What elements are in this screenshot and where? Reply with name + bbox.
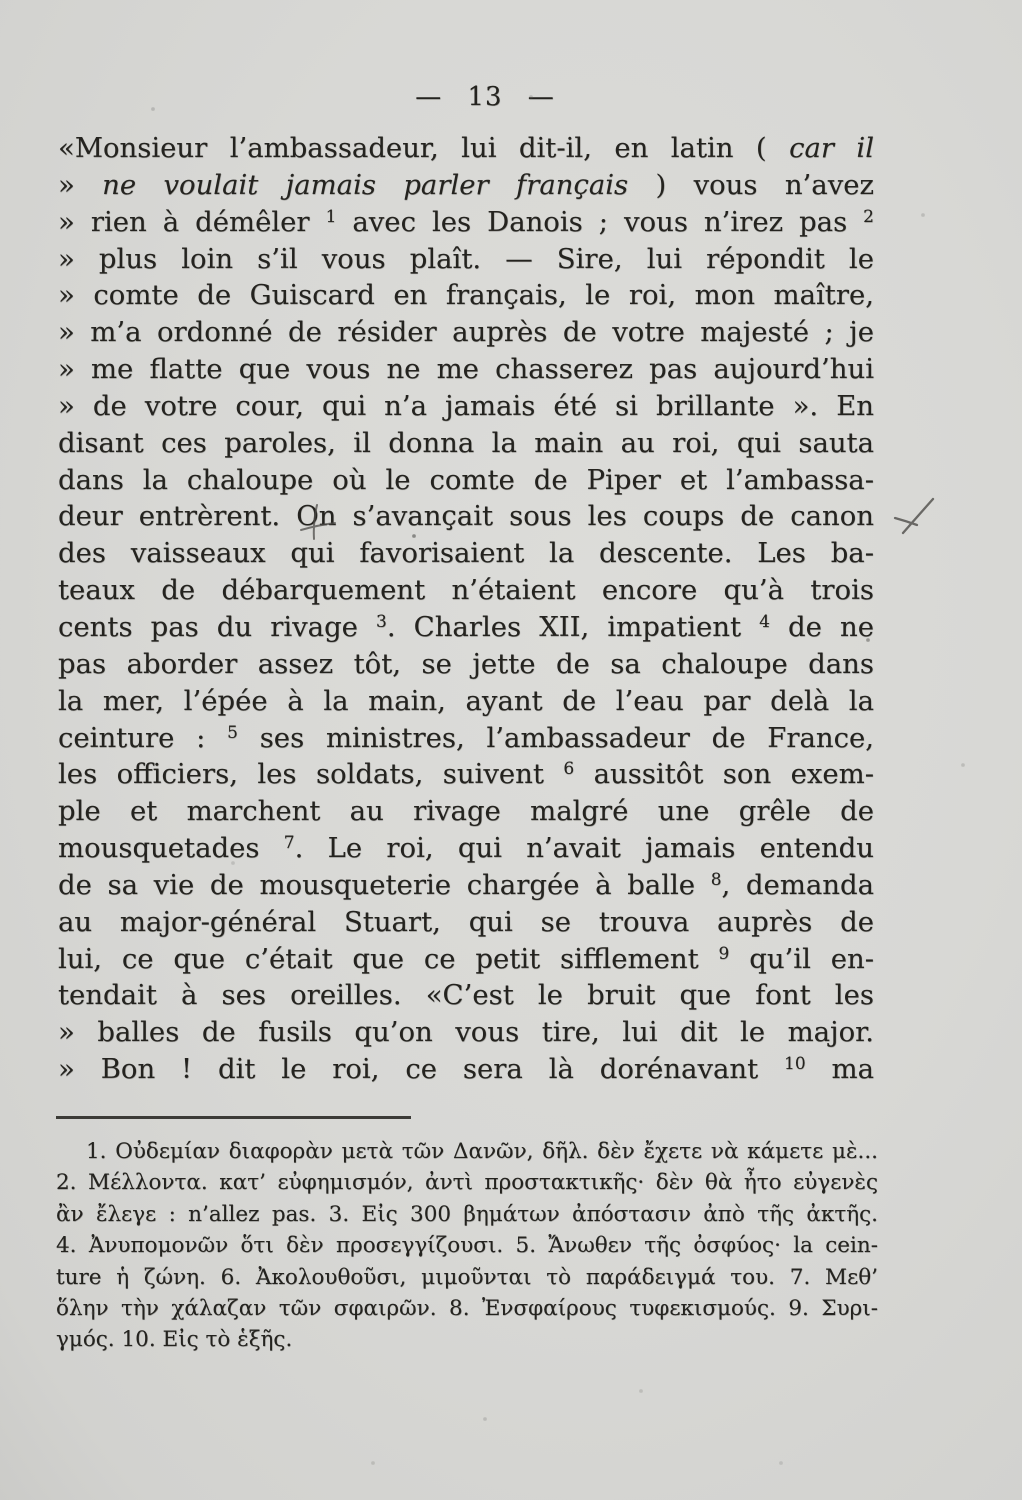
text-line	[58, 351, 874, 388]
text-line	[58, 830, 874, 867]
italic-text: car il	[789, 132, 875, 164]
text-segment: » m’a ordonné de résider auprès de votre majesté ; je	[58, 316, 874, 349]
footnote-line: ὅλην τὴν χάλαζαν τῶν σφαιρῶν. 8. Ἐνσφαίρους τυφεκισμούς. 9. Συρι-	[56, 1295, 878, 1321]
text-segment: qu’il en-	[729, 942, 874, 975]
text-line	[58, 498, 874, 535]
footnote-reference: 8	[710, 869, 722, 890]
footnote-line: ἂν ἔλεγε : n’allez pas. 3. Εἰς 300 βημάτων ἀπόστασιν ἀπὸ τῆς ἀκτῆς.	[56, 1201, 878, 1227]
page-number-text: — 13 —	[415, 82, 555, 112]
text-line	[58, 1051, 874, 1088]
text-segment: ses ministres, l’ambassadeur de France,	[237, 721, 874, 754]
footnote-line: 4. Ἀνυπομονῶν ὅτι δὲν προσεγγίζουσι. 5. Ἄνωθεν τῆς ὀσφύος· la cein-	[56, 1233, 878, 1259]
text-segment: . Le roi, qui n’avait jamais entendu	[294, 832, 874, 865]
footnotes-block	[56, 1136, 878, 1356]
text-segment: » de votre cour, qui n’a jamais été si brillante ». En	[58, 389, 874, 422]
text-segment: » rien à démêler	[58, 205, 326, 238]
text-line	[58, 646, 874, 683]
text-line	[58, 904, 874, 941]
text-line	[58, 277, 874, 314]
text-segment: lui, ce que c’était que ce petit sifflement	[58, 942, 719, 975]
footnote-line: 1. Οὐδεμίαν διαφορὰν μετὰ τῶν Δανῶν, δῆλ. δὲν ἔχετε νὰ κάμετε μὲ...	[86, 1139, 878, 1164]
text-line	[58, 425, 874, 462]
text-segment: deur entrèrent. On s’avançait sous les coups de canon	[58, 500, 874, 533]
text-line	[58, 609, 874, 646]
text-segment: dans la chaloupe où le comte de Piper et l’ambassa-	[58, 463, 874, 496]
text-line	[58, 241, 874, 278]
text-line	[58, 572, 874, 609]
text-segment: ple et marchent au rivage malgré une grêle de	[58, 795, 874, 828]
text-line	[58, 204, 874, 241]
text-line	[58, 756, 874, 793]
text-segment: mousquetades	[58, 832, 284, 865]
text-segment: ceinture :	[58, 721, 228, 754]
text-segment: de ne	[769, 610, 874, 643]
footnote-reference: 2	[863, 206, 874, 227]
footnote-reference: 1	[325, 206, 337, 227]
text-line	[58, 130, 874, 167]
text-segment: au major-général Stuart, qui se trouva auprès de	[58, 905, 874, 938]
text-segment: ma	[805, 1053, 875, 1086]
text-segment: » me flatte que vous ne me chasserez pas aujourd’hui	[58, 353, 874, 386]
text-line	[58, 535, 874, 572]
pencil-check-mark	[895, 499, 933, 533]
text-segment: »	[58, 168, 103, 201]
text-segment: pas aborder assez tôt, se jette de sa chaloupe dans	[58, 647, 874, 680]
footnote-reference: 9	[718, 943, 730, 964]
text-line	[58, 462, 874, 499]
text-segment: des vaisseaux qui favorisaient la descente. Les ba-	[58, 537, 874, 570]
text-segment: cents pas du rivage	[58, 610, 377, 643]
text-segment: tendait à ses oreilles. «C’est le bruit que font les	[58, 979, 874, 1012]
text-line	[58, 720, 874, 757]
footnote-separator-rule	[56, 1116, 411, 1119]
text-line	[58, 167, 874, 204]
text-segment: » comte de Guiscard en français, le roi, mon maître,	[58, 279, 874, 312]
text-segment: teaux de débarquement n’étaient encore qu’à trois	[58, 574, 874, 607]
text-line	[58, 1014, 874, 1051]
footnote-line: 2. Μέλλοντα. κατ’ εὐφημισμόν, ἀντὶ προστακτικῆς· δὲν θὰ ἦτο εὐγενὲς	[56, 1170, 878, 1196]
text-segment: de sa vie de mousqueterie chargée à balle	[58, 868, 711, 901]
text-segment: «Monsieur l’ambassadeur, lui dit-il, en latin (	[58, 132, 790, 164]
page-number	[70, 82, 900, 112]
footnote-reference: 6	[563, 759, 575, 780]
text-segment: avec les Danois ; vous n’irez pas	[336, 205, 864, 238]
text-line	[58, 314, 874, 351]
italic-text: ne voulait jamais parler français	[102, 168, 629, 201]
text-line	[58, 388, 874, 425]
footnote-reference: 7	[283, 833, 295, 854]
footnote-reference: 5	[227, 722, 238, 743]
text-segment: » Bon ! dit le roi, ce sera là dorénavant	[58, 1053, 785, 1086]
text-segment: disant ces paroles, il donna la main au roi, qui sauta	[58, 426, 874, 459]
main-text-block	[58, 130, 874, 1088]
text-segment: » plus loin s’il vous plaît. — Sire, lui répondit le	[58, 242, 874, 275]
text-segment: la mer, l’épée à la main, ayant de l’eau par delà la	[58, 684, 874, 717]
text-segment: les officiers, les soldats, suivent	[58, 758, 564, 791]
footnote-line: ture ἡ ζώνη. 6. Ἀκολουθοῦσι, μιμοῦνται τὸ παράδειγμά του. 7. Μεθ’	[56, 1264, 878, 1290]
text-segment: . Charles XII, impatient	[386, 610, 760, 643]
text-line	[58, 941, 874, 978]
text-segment: aussitôt son exem-	[574, 758, 874, 791]
footnote-reference: 3	[376, 611, 387, 632]
scan-noise	[0, 0, 2, 2]
text-segment: » balles de fusils qu’on vous tire, lui dit le major.	[58, 1016, 874, 1049]
text-line	[58, 683, 874, 720]
text-line	[58, 867, 874, 904]
text-segment: ) vous n’avez	[628, 168, 874, 201]
text-segment: , demanda	[721, 868, 874, 901]
footnote-reference: 10	[784, 1054, 806, 1075]
text-line	[58, 793, 874, 830]
text-line	[58, 977, 874, 1014]
footnote-reference: 4	[759, 611, 770, 632]
footnote-line: γμός. 10. Εἰς τὸ ἑξῆς.	[56, 1327, 293, 1353]
